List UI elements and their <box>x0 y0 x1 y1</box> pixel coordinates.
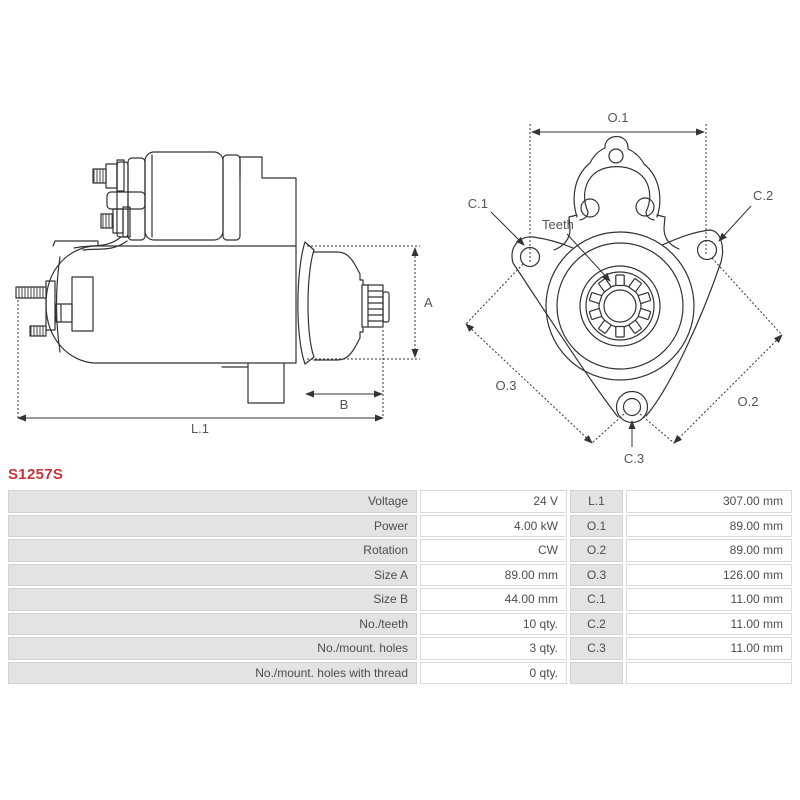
dim-label-o2: O.2 <box>737 394 759 409</box>
spec-label: Size A <box>8 564 417 587</box>
left-stub-thread <box>30 326 46 336</box>
front-view-drawing <box>512 137 722 423</box>
teeth-label: Teeth <box>542 217 574 232</box>
spec-label: Size B <box>8 588 417 611</box>
dim-label-c1: C.1 <box>467 196 488 211</box>
mount-hole-c3-lobe <box>617 392 648 423</box>
motor-body-lip <box>53 241 98 246</box>
mount-hole-c3 <box>624 399 641 416</box>
foot-bracket <box>248 363 284 403</box>
drive-housing <box>240 157 296 246</box>
table-row <box>8 539 792 562</box>
left-stud-block <box>72 277 93 331</box>
gear-boss <box>546 232 694 380</box>
dim-line-o3 <box>466 324 592 443</box>
table-row <box>8 490 792 513</box>
leader-teeth <box>567 234 610 281</box>
solenoid-terminals <box>74 160 145 250</box>
spec-value: CW <box>420 539 567 562</box>
spec-value: 4.00 kW <box>420 515 567 538</box>
table-row <box>8 637 792 660</box>
dim-code: C.1 <box>570 588 623 611</box>
dim-value: 307.00 mm <box>626 490 792 513</box>
spec-value: 3 qty. <box>420 637 567 660</box>
motor-body <box>46 246 296 363</box>
dim-code: O.3 <box>570 564 623 587</box>
spec-label: No./mount. holes <box>8 637 417 660</box>
spec-table <box>8 490 792 686</box>
table-row <box>8 515 792 538</box>
dim-value: 11.00 mm <box>626 613 792 636</box>
leader-c1 <box>491 212 524 245</box>
dim-value: 89.00 mm <box>626 539 792 562</box>
left-nut <box>56 304 72 322</box>
dim-label-b: B <box>339 397 349 412</box>
left-stud-thread <box>16 287 46 298</box>
spec-label: Voltage <box>8 490 417 513</box>
spec-label: Rotation <box>8 539 417 562</box>
dim-label-l1: L.1 <box>190 421 210 436</box>
dim-line-o2 <box>674 335 782 443</box>
dim-label-o1: O.1 <box>607 110 629 125</box>
side-view-drawing <box>16 152 389 403</box>
dim-label-c2: C.2 <box>753 188 774 203</box>
bell-housing <box>554 137 679 251</box>
dim-code: C.3 <box>570 637 623 660</box>
mount-hole-c2 <box>698 241 717 260</box>
dim-label-a: A <box>424 295 433 310</box>
leader-c2 <box>719 206 751 241</box>
dim-value: 11.00 mm <box>626 588 792 611</box>
dim-label-o3: O.3 <box>495 378 517 393</box>
table-row <box>8 588 792 611</box>
dim-value <box>626 662 792 685</box>
spec-value: 24 V <box>420 490 567 513</box>
dim-code: O.1 <box>570 515 623 538</box>
dim-value: 89.00 mm <box>626 515 792 538</box>
solenoid <box>117 152 240 240</box>
dim-label-c3: C.3 <box>623 451 645 466</box>
part-number: S1257S <box>8 466 64 483</box>
nose-cone <box>314 252 363 360</box>
table-row <box>8 662 792 685</box>
pinion-gear <box>362 285 389 327</box>
mounting-flange <box>298 242 314 364</box>
spec-label: Power <box>8 515 417 538</box>
spec-label: No./mount. holes with thread <box>8 662 417 685</box>
spec-value: 0 qty. <box>420 662 567 685</box>
dim-code: C.2 <box>570 613 623 636</box>
table-row <box>8 613 792 636</box>
dim-code: O.2 <box>570 539 623 562</box>
dim-value: 126.00 mm <box>626 564 792 587</box>
dim-code: L.1 <box>570 490 623 513</box>
spec-value: 44.00 mm <box>420 588 567 611</box>
table-row <box>8 564 792 587</box>
dim-value: 11.00 mm <box>626 637 792 660</box>
spec-label: No./teeth <box>8 613 417 636</box>
dim-code <box>570 662 623 685</box>
spec-value: 89.00 mm <box>420 564 567 587</box>
spec-value: 10 qty. <box>420 613 567 636</box>
